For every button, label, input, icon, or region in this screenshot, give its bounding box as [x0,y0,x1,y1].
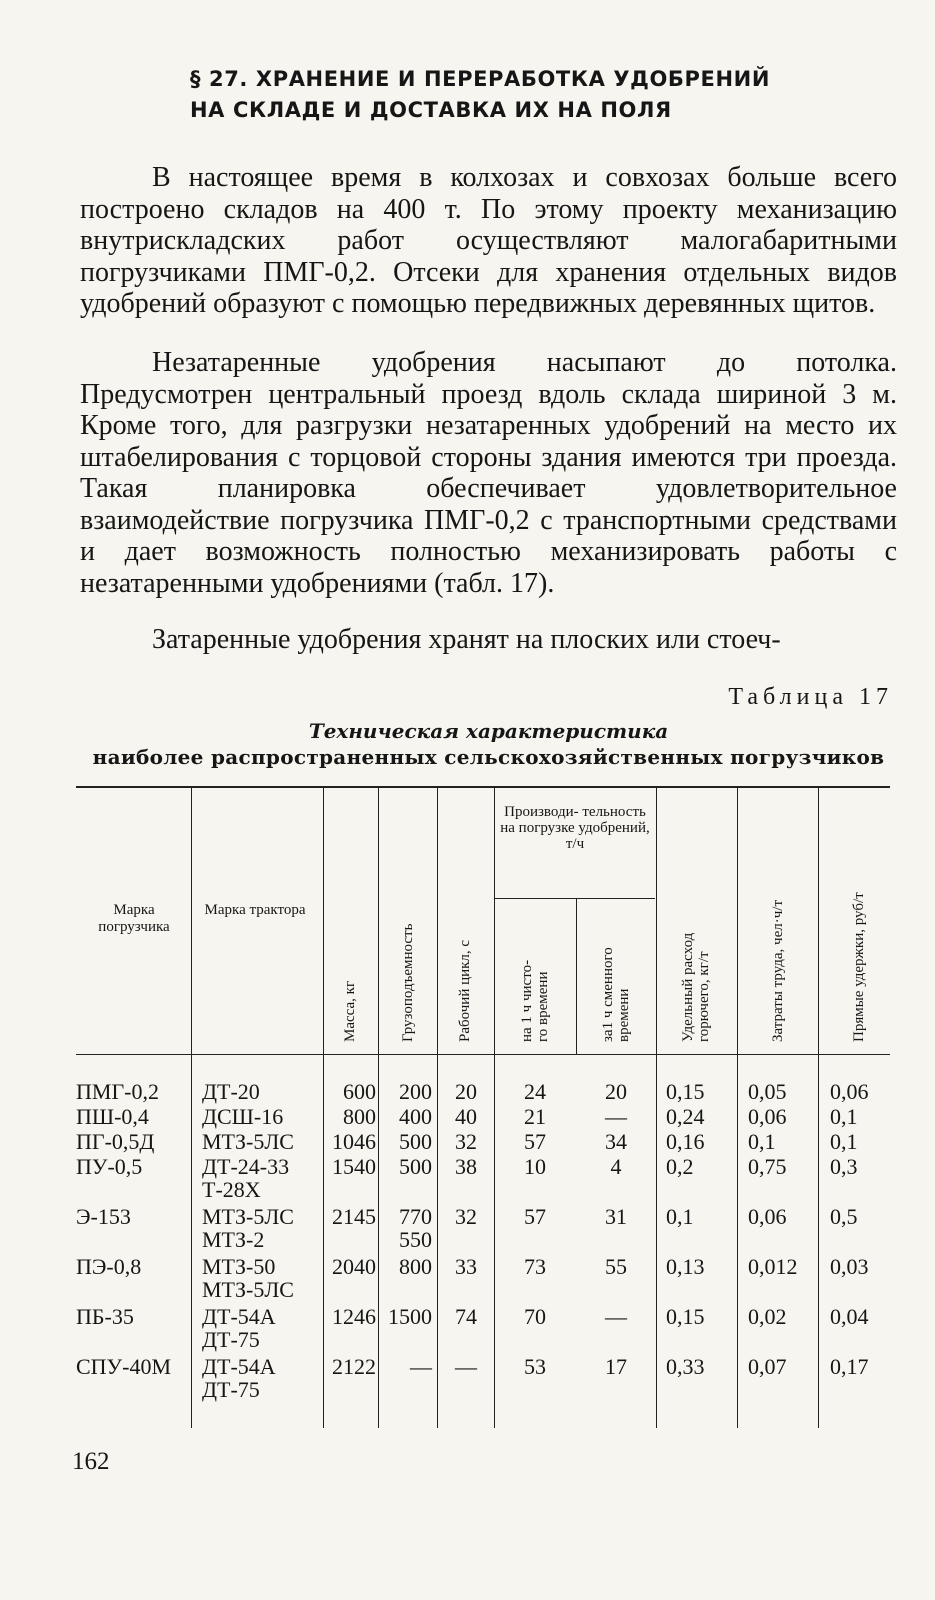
col-divider-5b [576,898,577,1054]
paragraph-1-text: В настоящее время в колхозах и совхозах больше всего построено складов на 400 т. По этому проекту механизацию внутрискладских работ осуществляют малогабаритными погрузчиками ПМГ-0,2. Отсеки для хранения отдельных видов удобрений образуют с помощью передвижных деревянных щитов. [80,162,897,319]
cell-tractor: ДТ-75 [202,1377,260,1402]
cell-mass: 1046 [332,1129,376,1154]
cell-loader: ПУ-0,5 [76,1154,143,1179]
cell-fuel: 0,24 [666,1104,705,1129]
cell-labor: 0,06 [748,1104,787,1129]
cell-fuel: 0,2 [666,1154,694,1179]
header-zatraty-truda: Затраты труда, чел·ч/т [770,899,786,1042]
table-number: Таблица 17 [728,684,893,710]
cell-cost: 0,03 [830,1254,869,1279]
header-productivity: Производи- тельность на погрузке удобрений, т/ч [500,804,650,852]
header-rabochiy-cikl: Рабочий цикл, с [457,939,473,1042]
cell-cycle: 20 [455,1079,477,1104]
col-divider-6 [656,788,657,1428]
cell-cycle: 74 [455,1304,477,1329]
cell-p1: 10 [524,1154,546,1179]
cell-tractor: ДТ-24-33 [202,1154,290,1179]
cell-fuel: 0,15 [666,1304,705,1329]
cell-cycle: 32 [455,1129,477,1154]
cell-p2: 55 [605,1254,627,1279]
cell-capacity: 200 [399,1079,432,1104]
col-divider-8 [818,788,819,1428]
cell-p2: 4 [610,1154,622,1179]
cell-tractor: МТЗ-5ЛС [202,1129,294,1154]
col-divider-5 [494,788,495,1428]
header-gruzopodyemnost: Грузоподъемность [400,923,416,1042]
cell-mass: 1246 [332,1304,376,1329]
table-top-rule [76,786,890,788]
cell-capacity: 500 [399,1154,432,1179]
cell-loader: ПГ-0,5Д [76,1129,155,1154]
cell-labor: 0,07 [748,1354,787,1379]
cell-tractor: ДТ-20 [202,1079,260,1104]
cell-cycle: — [455,1354,477,1379]
cell-capacity: 550 [399,1227,432,1252]
cell-cost: 0,06 [830,1079,869,1104]
cell-tractor: ДТ-54А [202,1304,276,1329]
cell-cycle: 32 [455,1204,477,1229]
cell-fuel: 0,1 [666,1204,694,1229]
cell-tractor: ДТ-54А [202,1354,276,1379]
paragraph-2-text: Незатаренные удобрения насыпают до потолка. Предусмотрен центральный проезд вдоль склада шириной 3 м. Кроме того, для разгрузки незатаренных удобрений на место их штабелирования с торцовой стороны здания имеются три проезда. Такая планировка обеспечивает удовлетворительное взаимодействие погрузчика ПМГ-0,2 с транспортными средствами и дает возможность полностью механизировать работы с незатаренными удобрениями (табл. 17). [80,347,897,599]
cell-cycle: 40 [455,1104,477,1129]
cell-p2: — [605,1304,627,1329]
cell-p2: 34 [605,1129,627,1154]
cell-tractor: ДСШ-16 [202,1104,284,1129]
header-pryamye-uderzhki: Прямые удержки, руб/т [851,892,867,1042]
cell-p1: 57 [524,1129,546,1154]
paragraph-3 [80,624,897,656]
cell-labor: 0,05 [748,1079,787,1104]
cell-labor: 0,75 [748,1154,787,1179]
section-heading [190,64,830,126]
section-heading-line2: НА СКЛАДЕ И ДОСТАВКА ИХ НА ПОЛЯ [190,98,672,122]
cell-cost: 0,04 [830,1304,869,1329]
table-caption-subtitle: наиболее распространенных сельскохозяйственных погрузчиков [92,745,885,769]
header-rashod-goryuchego: Удельный расход горючего, кг/т [680,932,712,1042]
cell-cost: 0,17 [830,1354,869,1379]
col-divider-1 [191,788,192,1428]
cell-p2: 17 [605,1354,627,1379]
header-marka-pogruzchika: Марка погрузчика [98,902,170,935]
header-productivity-shift: за1 ч сменного времени [600,947,632,1042]
cell-tractor: МТЗ-5ЛС [202,1204,294,1229]
header-massa: Масса, кг [342,980,358,1042]
cell-mass: 600 [343,1079,376,1104]
paragraph-2 [80,347,897,599]
cell-p2: — [605,1104,627,1129]
cell-tractor: МТЗ-5ЛС [202,1277,294,1302]
cell-tractor: МТЗ-2 [202,1227,265,1252]
cell-capacity: 800 [399,1254,432,1279]
col-divider-3 [378,788,379,1428]
section-heading-line1: § 27. ХРАНЕНИЕ И ПЕРЕРАБОТКА УДОБРЕНИЙ [190,67,770,91]
cell-p2: 20 [605,1079,627,1104]
cell-cost: 0,3 [830,1154,858,1179]
cell-loader: Э-153 [76,1204,131,1229]
cell-loader: ПЭ-0,8 [76,1254,142,1279]
cell-capacity: 500 [399,1129,432,1154]
header-productivity-1h: на 1 ч чисто- го времени [519,959,551,1042]
cell-mass: 2145 [332,1204,376,1229]
cell-capacity: 770 [399,1204,432,1229]
cell-p1: 53 [524,1354,546,1379]
cell-mass: 2040 [332,1254,376,1279]
productivity-subrule [495,898,655,899]
col-divider-4 [437,788,438,1428]
cell-p1: 57 [524,1204,546,1229]
header-marka-traktora: Марка трактора [204,902,306,918]
cell-capacity: 400 [399,1104,432,1129]
paragraph-1 [80,162,897,320]
cell-labor: 0,012 [748,1254,798,1279]
cell-fuel: 0,15 [666,1079,705,1104]
cell-fuel: 0,13 [666,1254,705,1279]
page-number: 162 [72,1448,110,1475]
cell-mass: 2122 [332,1354,376,1379]
cell-p1: 21 [524,1104,546,1129]
cell-p1: 24 [524,1079,546,1104]
cell-p1: 70 [524,1304,546,1329]
cell-labor: 0,06 [748,1204,787,1229]
cell-p2: 31 [605,1204,627,1229]
cell-mass: 1540 [332,1154,376,1179]
cell-p1: 73 [524,1254,546,1279]
col-divider-7 [737,788,738,1428]
cell-tractor: Т-28Х [202,1177,261,1202]
cell-cycle: 33 [455,1254,477,1279]
cell-capacity: 1500 [388,1304,432,1329]
table-caption-title: Техническая характеристика [308,719,669,743]
cell-labor: 0,1 [748,1129,776,1154]
cell-loader: ПМГ-0,2 [76,1079,159,1104]
cell-tractor: ДТ-75 [202,1327,260,1352]
cell-cycle: 38 [455,1154,477,1179]
cell-capacity: — [410,1354,432,1379]
cell-cost: 0,5 [830,1204,858,1229]
cell-loader: СПУ-40М [76,1354,172,1379]
cell-loader: ПШ-0,4 [76,1104,149,1129]
table-header-rule [76,1054,890,1055]
cell-fuel: 0,16 [666,1129,705,1154]
cell-mass: 800 [343,1104,376,1129]
paragraph-3-text: Затаренные удобрения хранят на плоских или стоеч- [152,624,781,655]
cell-fuel: 0,33 [666,1354,705,1379]
cell-labor: 0,02 [748,1304,787,1329]
cell-tractor: МТЗ-50 [202,1254,276,1279]
cell-loader: ПБ-35 [76,1304,134,1329]
cell-cost: 0,1 [830,1104,858,1129]
cell-cost: 0,1 [830,1129,858,1154]
